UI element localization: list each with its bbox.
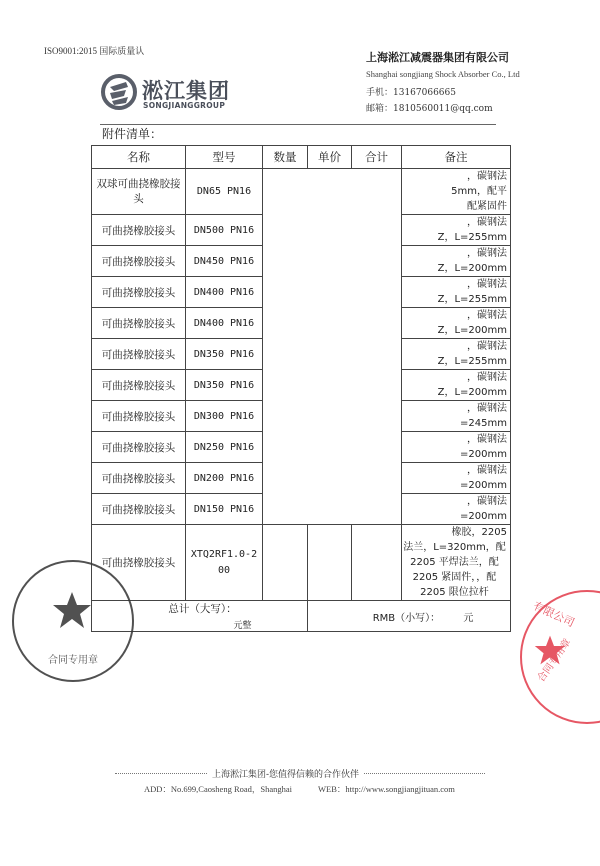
total-upper-label: 总计（大写）：: [168, 603, 237, 615]
item-unit-price: [308, 525, 352, 601]
item-note: ，碳钢法 5mm，配平 配紧固件: [402, 169, 511, 215]
seal-ring-text: 有限公司: [531, 599, 577, 630]
phone-number: 手机：13167066665: [366, 88, 456, 98]
item-note: ，碳钢法 Z，L=255mm: [402, 277, 511, 308]
attachment-list-title: 附件清单：: [102, 127, 163, 141]
item-model: DN65 PN16: [186, 169, 263, 215]
table-row: [92, 169, 511, 215]
item-note: ，碳钢法 Z，L=200mm: [402, 370, 511, 401]
item-model: DN250 PN16: [186, 432, 263, 463]
header-total: 合计: [352, 146, 402, 169]
item-model: DN300 PN16: [186, 401, 263, 432]
item-name: 可曲挠橡胶接头: [92, 432, 186, 463]
header-remarks: 备注: [402, 146, 511, 169]
total-row: [92, 601, 511, 632]
logo-name-cn: 淞江集团: [142, 79, 230, 103]
header-name: 名称: [92, 146, 186, 169]
item-note: 橡胶，2205 法兰，L=320mm，配 2205 平焊法兰，配 2205 紧固件，，配 2205 限位拉杆: [402, 525, 511, 601]
table-row: [92, 525, 511, 601]
contract-seal-black: [12, 560, 134, 682]
item-note: ，碳钢法 Z，L=255mm: [402, 339, 511, 370]
seal-center-text: 合同专用章: [535, 637, 574, 685]
item-name: 可曲挠橡胶接头: [92, 308, 186, 339]
item-note: ，碳钢法 =200mm: [402, 494, 511, 525]
item-name: 可曲挠橡胶接头: [92, 339, 186, 370]
table-header-row: [92, 146, 511, 169]
item-name: 可曲挠橡胶接头: [92, 246, 186, 277]
empty-qty-price-total-cells: [263, 169, 402, 525]
header-unit-price: 单价: [308, 146, 352, 169]
item-name: 可曲挠橡胶接头: [92, 525, 186, 601]
header-quantity: 数量: [263, 146, 308, 169]
email-address: 邮箱：1810560011@qq.com: [366, 104, 493, 114]
footer-website: WEB：http://www.songjiangjituan.com: [318, 784, 455, 794]
item-name: 双球可曲挠橡胶接头: [92, 169, 186, 215]
songjiang-s-logo-icon: [100, 73, 138, 111]
item-quantity: [263, 525, 308, 601]
seal-center-text: 合同专用章: [48, 655, 98, 666]
item-name: 可曲挠橡胶接头: [92, 370, 186, 401]
item-model: DN400 PN16: [186, 308, 263, 339]
footer-slogan: 上海淞江集团-您值得信赖的合作伙伴: [208, 767, 363, 780]
item-note: ，碳钢法 Z，L=200mm: [402, 246, 511, 277]
item-note: ，碳钢法 Z，L=255mm: [402, 215, 511, 246]
contract-seal-red: [520, 590, 600, 724]
item-model: DN200 PN16: [186, 463, 263, 494]
logo-name-en: SONGJIANGGROUP: [143, 101, 226, 110]
item-note: ，碳钢法 =200mm: [402, 432, 511, 463]
item-model: DN350 PN16: [186, 339, 263, 370]
total-rmb-label: RMB（小写）：: [372, 612, 441, 624]
item-name: 可曲挠橡胶接头: [92, 215, 186, 246]
item-total: [352, 525, 402, 601]
company-logo: [100, 73, 230, 113]
item-model: DN400 PN16: [186, 277, 263, 308]
item-model: DN500 PN16: [186, 215, 263, 246]
item-model: DN450 PN16: [186, 246, 263, 277]
attachment-table: [91, 145, 511, 632]
item-model: DN150 PN16: [186, 494, 263, 525]
item-note: ，碳钢法 =245mm: [402, 401, 511, 432]
item-name: 可曲挠橡胶接头: [92, 401, 186, 432]
item-model: XTQ2RF1.0-200: [186, 525, 263, 601]
company-name-en: Shanghai songjiang Shock Absorber Co., Ltd: [366, 69, 520, 79]
item-model: DN350 PN16: [186, 370, 263, 401]
footer-address: ADD：No.699,Caosheng Road，Shanghai: [144, 784, 293, 794]
total-rmb-unit: 元: [463, 612, 474, 624]
item-note: ，碳钢法 Z，L=200mm: [402, 308, 511, 339]
star-icon: [52, 590, 92, 630]
item-note: ，碳钢法 =200mm: [402, 463, 511, 494]
company-name-cn: 上海淞江减震器集团有限公司: [366, 51, 509, 64]
total-upper-value: 元整: [233, 621, 252, 631]
iso-certification-text: ISO9001:2015 国际质量认: [44, 46, 145, 56]
item-name: 可曲挠橡胶接头: [92, 277, 186, 308]
item-name: 可曲挠橡胶接头: [92, 494, 186, 525]
header-model: 型号: [186, 146, 263, 169]
total-rmb-cell: [308, 601, 511, 632]
item-name: 可曲挠橡胶接头: [92, 463, 186, 494]
